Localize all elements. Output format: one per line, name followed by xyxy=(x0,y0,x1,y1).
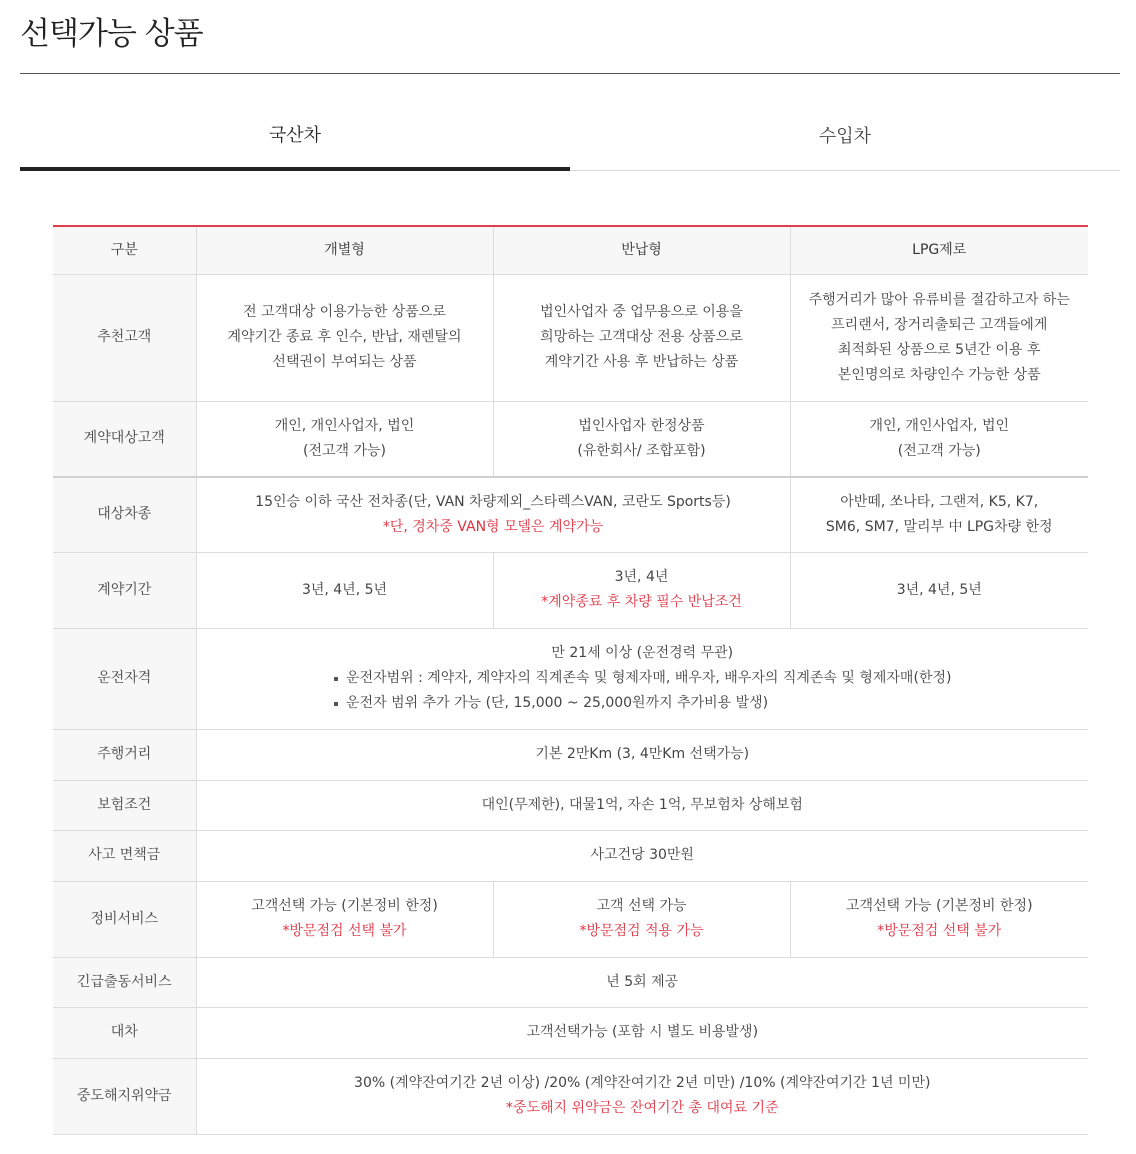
driver-bullet-list xyxy=(333,666,951,716)
cell-shared: 기본 2만Km (3, 4만Km 선택가능) xyxy=(196,729,1088,780)
table-row-vehicles xyxy=(53,477,1088,552)
cell-text: 고객선택 가능 (기본정비 한정) xyxy=(845,898,1033,914)
cell-text: (전고객 가능) xyxy=(897,442,981,459)
header-lpg-zero: LPG제로 xyxy=(790,226,1088,274)
cell-shared: 고객선택가능 (포함 시 별도 비용발생) xyxy=(196,1007,1088,1058)
cell-text: SM6, SM7, 말리부 中 LPG차량 한정 xyxy=(825,518,1053,535)
header-return: 반납형 xyxy=(493,226,790,274)
row-label: 운전자격 xyxy=(53,628,196,729)
table-row-maintenance xyxy=(53,881,1088,957)
cell-note: *계약종료 후 차량 필수 반납조건 xyxy=(541,594,742,610)
cell-shared xyxy=(196,628,1088,729)
table-header-row xyxy=(53,226,1088,274)
table-row-deductible xyxy=(53,830,1088,881)
row-label: 대차 xyxy=(53,1007,196,1058)
table-row-penalty xyxy=(53,1058,1088,1134)
cell-text: 주행거리가 많아 유류비를 절감하고자 하는 xyxy=(808,291,1070,308)
row-label: 계약대상고객 xyxy=(53,401,196,477)
cell-return xyxy=(493,401,790,477)
cell-text: 15인승 이하 국산 전차종(단, VAN 차량제외_스타렉스VAN, 코란도 Sports등) xyxy=(255,493,731,510)
cell-shared: 사고건당 30만원 xyxy=(196,830,1088,881)
cell-return xyxy=(493,274,790,401)
product-comparison-table xyxy=(53,225,1088,1135)
header-individual: 개별형 xyxy=(196,226,493,274)
cell-lpg-zero: 3년, 4년, 5년 xyxy=(790,552,1088,628)
page-title: 선택가능 상품 xyxy=(20,16,203,52)
cell-text: 희망하는 고객대상 전용 상품으로 xyxy=(540,329,743,345)
cell-shared xyxy=(196,1058,1088,1134)
cell-text: 최적화된 상품으로 5년간 이용 후 xyxy=(837,341,1041,358)
cell-text: 선택권이 부여되는 상품 xyxy=(272,354,417,370)
table-row-insurance xyxy=(53,780,1088,830)
table-row-emergency xyxy=(53,957,1088,1007)
cell-note: *방문점검 적용 가능 xyxy=(579,923,704,939)
cell-text: 만 21세 이상 (운전경력 무관) xyxy=(551,645,734,661)
table-row-driver xyxy=(53,628,1088,729)
cell-text: 개인, 개인사업자, 법인 xyxy=(274,417,415,434)
cell-text: (유한회사/ 조합포함) xyxy=(577,442,706,459)
list-item: 운전자범위 : 계약자, 계약자의 직계존속 및 형제자매, 배우자, 배우자의 직계존속 및 형제자매(한정) xyxy=(333,666,951,691)
cell-shared xyxy=(196,477,790,552)
row-label: 긴급출동서비스 xyxy=(53,957,196,1007)
cell-text: 개인, 개인사업자, 법인 xyxy=(869,417,1010,434)
cell-shared: 년 5회 제공 xyxy=(196,957,1088,1007)
cell-text: 전 고객대상 이용가능한 상품으로 xyxy=(243,304,446,320)
list-item: 운전자 범위 추가 가능 (단, 15,000 ~ 25,000원까지 추가비용 발생) xyxy=(333,691,951,716)
row-label: 주행거리 xyxy=(53,729,196,780)
cell-individual xyxy=(196,881,493,957)
cell-individual: 3년, 4년, 5년 xyxy=(196,552,493,628)
cell-note: *방문점검 선택 불가 xyxy=(282,923,407,939)
cell-individual xyxy=(196,274,493,401)
cell-text: 3년, 4년 xyxy=(614,569,669,585)
tab-import[interactable]: 수입차 xyxy=(570,100,1120,171)
row-label: 정비서비스 xyxy=(53,881,196,957)
cell-text: 계약기간 사용 후 반납하는 상품 xyxy=(544,354,739,370)
cell-text: (전고객 가능) xyxy=(303,442,386,459)
cell-return xyxy=(493,552,790,628)
row-label: 추천고객 xyxy=(53,274,196,401)
cell-lpg-zero xyxy=(790,477,1088,552)
row-label: 계약기간 xyxy=(53,552,196,628)
table-row-rental-car xyxy=(53,1007,1088,1058)
table-row-eligible xyxy=(53,401,1088,477)
cell-lpg-zero xyxy=(790,274,1088,401)
cell-shared: 대인(무제한), 대물1억, 자손 1억, 무보험차 상해보험 xyxy=(196,780,1088,830)
row-label: 대상차종 xyxy=(53,477,196,552)
cell-text: 프리랜서, 장거리출퇴근 고객들에게 xyxy=(831,316,1048,333)
row-label: 사고 면책금 xyxy=(53,830,196,881)
tab-domestic[interactable]: 국산차 xyxy=(20,100,570,171)
cell-note: *단, 경차중 VAN형 모델은 계약가능 xyxy=(382,518,604,535)
header-category: 구분 xyxy=(53,226,196,274)
table-row-mileage xyxy=(53,729,1088,780)
cell-individual xyxy=(196,401,493,477)
cell-text: 고객 선택 가능 xyxy=(596,898,687,914)
cell-text: 30% (계약잔여기간 2년 이상) /20% (계약잔여기간 2년 미만) /10% (계약잔여기간 1년 미만) xyxy=(354,1075,931,1091)
table-row-recommended xyxy=(53,274,1088,401)
title-divider xyxy=(20,73,1120,74)
cell-text: 고객선택 가능 (기본정비 한정) xyxy=(251,898,438,914)
row-label: 중도해지위약금 xyxy=(53,1058,196,1134)
cell-text: 계약기간 종료 후 인수, 반납, 재렌탈의 xyxy=(227,329,462,345)
table-row-term xyxy=(53,552,1088,628)
cell-text: 본인명의로 차량인수 가능한 상품 xyxy=(837,366,1041,383)
cell-lpg-zero xyxy=(790,881,1088,957)
cell-text: 아반떼, 쏘나타, 그랜져, K5, K7, xyxy=(840,493,1039,510)
cell-text: 법인사업자 중 업무용으로 이용을 xyxy=(540,304,743,320)
cell-note: *중도해지 위약금은 잔여기간 총 대여료 기준 xyxy=(505,1100,779,1116)
cell-lpg-zero xyxy=(790,401,1088,477)
cell-return xyxy=(493,881,790,957)
cell-text: 법인사업자 한정상품 xyxy=(578,417,705,434)
product-tabs xyxy=(20,100,1120,171)
row-label: 보험조건 xyxy=(53,780,196,830)
cell-note: *방문점검 선택 불가 xyxy=(877,923,1002,939)
